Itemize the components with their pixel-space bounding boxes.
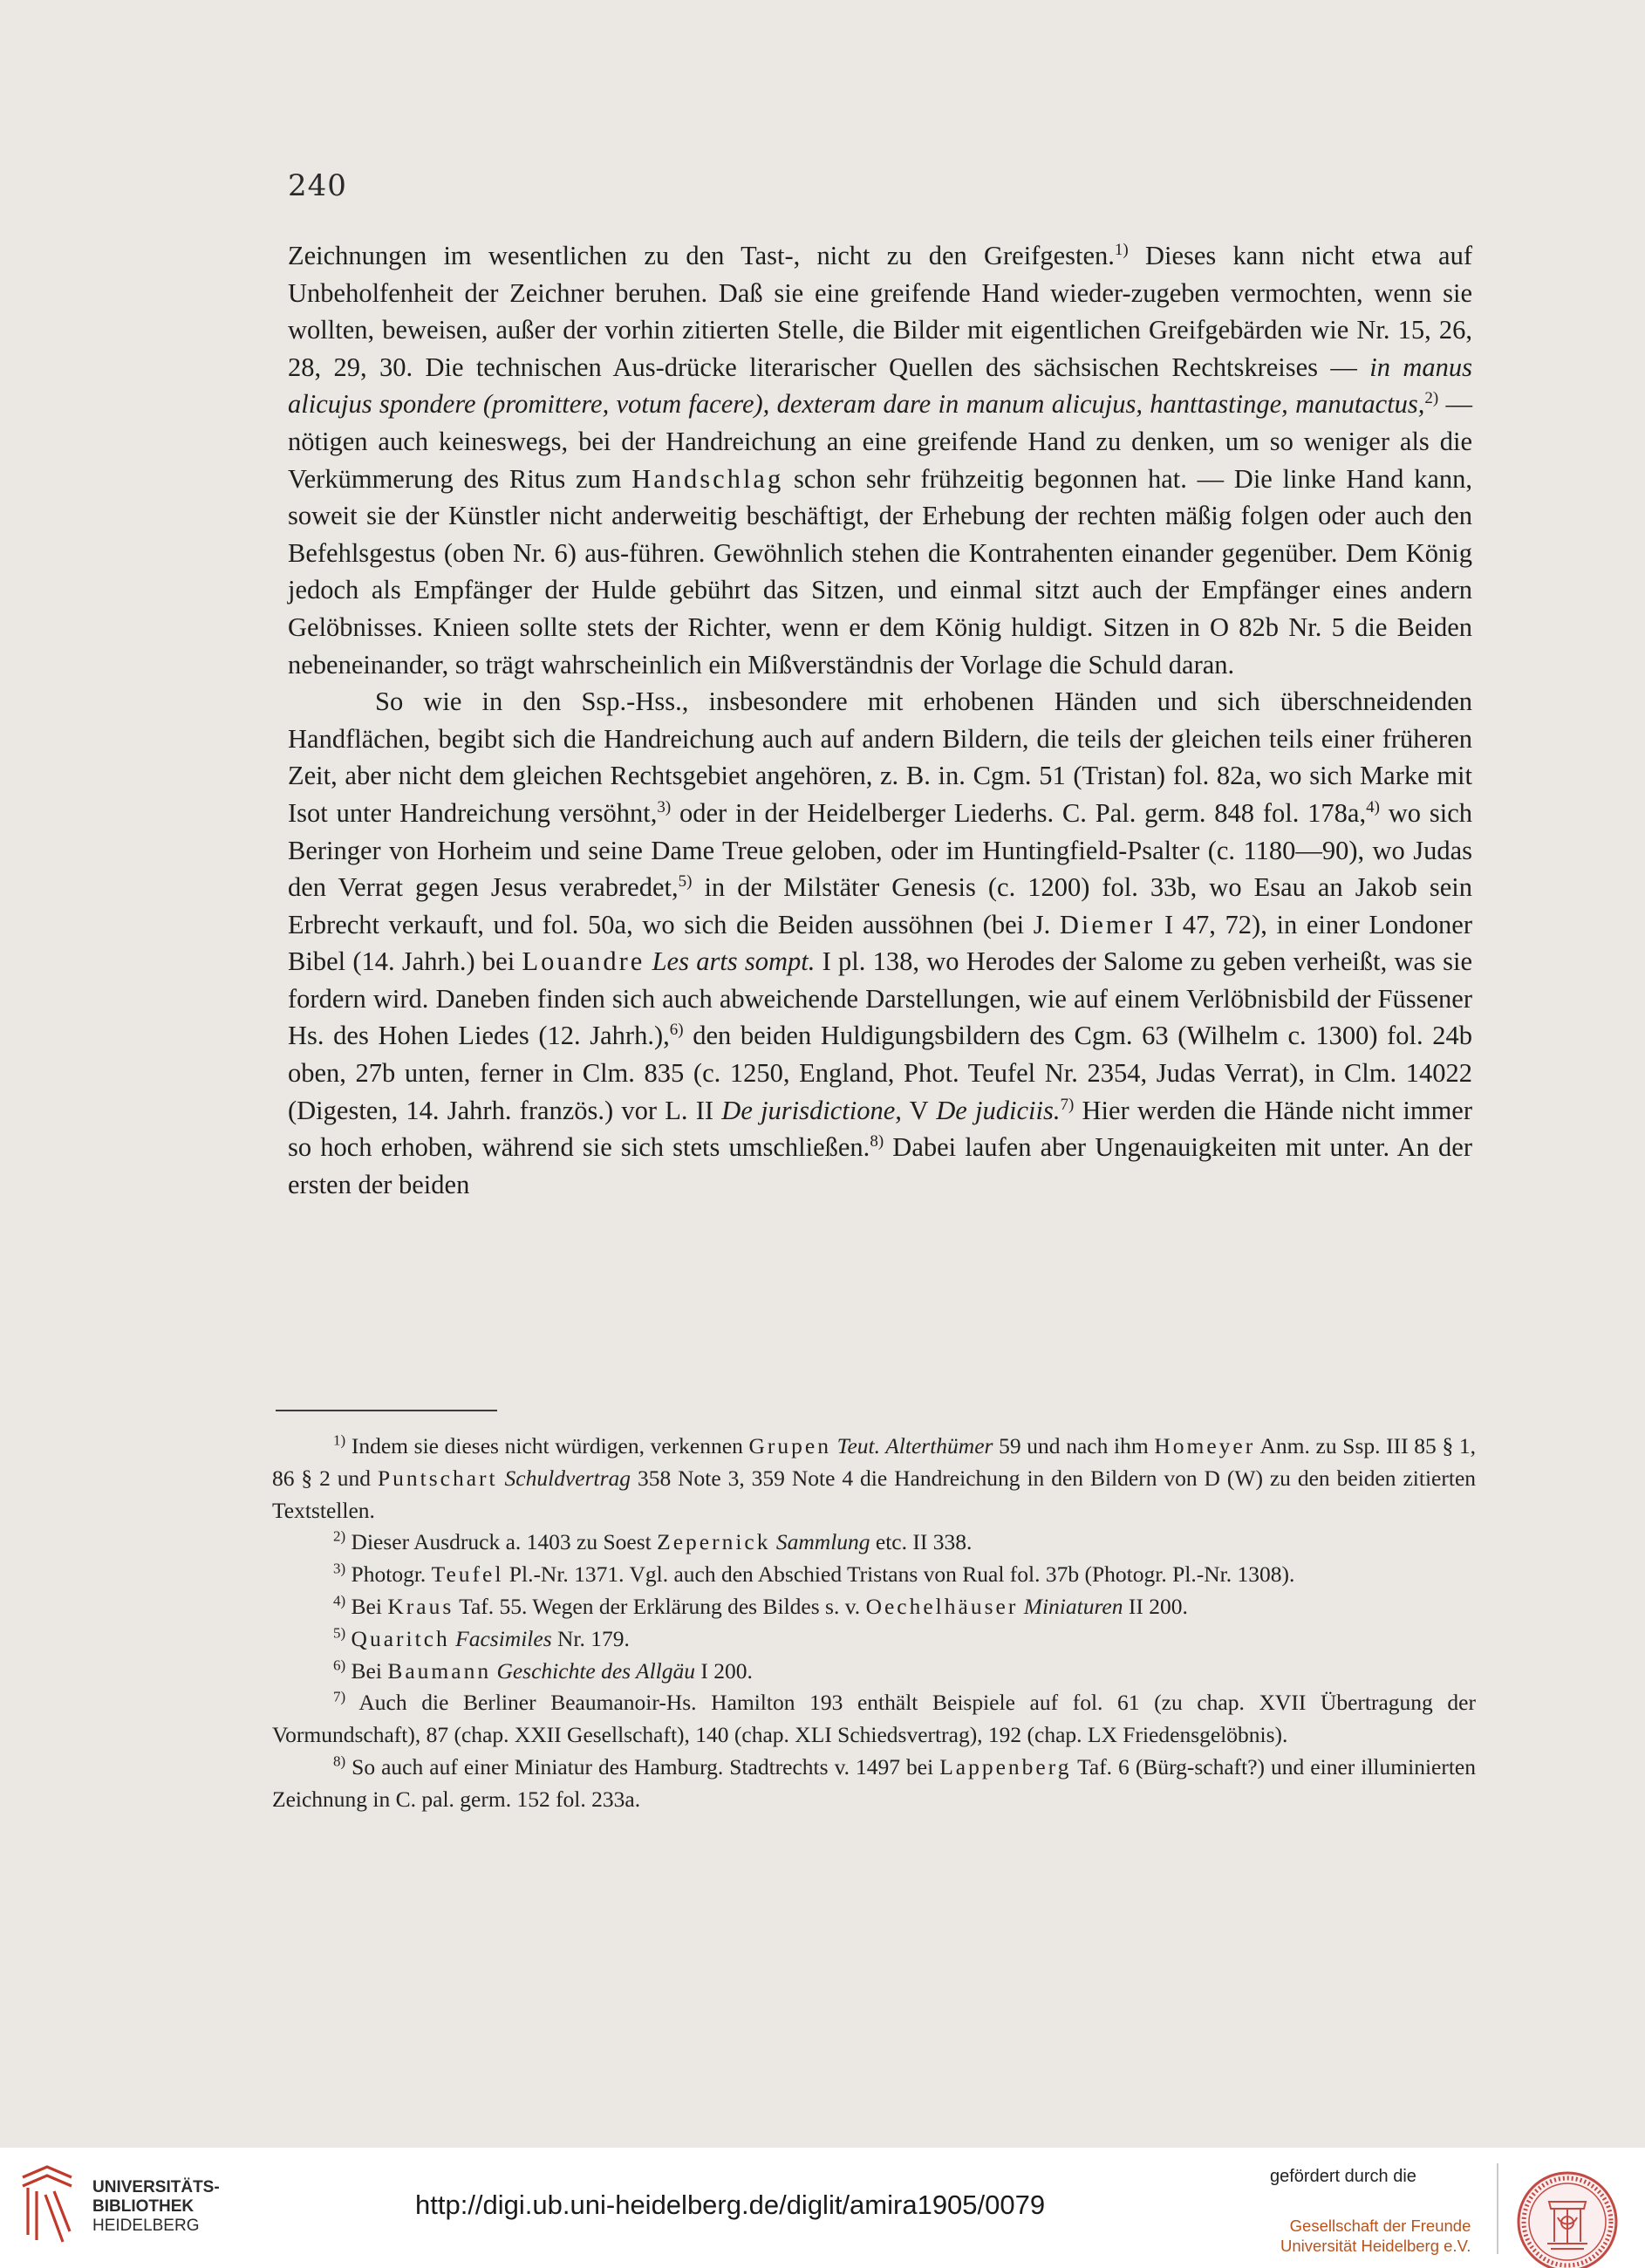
paragraph-1 — [288, 237, 1472, 683]
footnote-number — [272, 1626, 345, 1651]
text-run: Bei — [345, 1657, 388, 1684]
sponsor-name[interactable] — [1280, 2216, 1471, 2256]
text-run: Nr. 179. — [551, 1625, 630, 1651]
spaced-name: Homeyer — [1154, 1433, 1256, 1458]
library-name-line-2: BIBLIOTHEK — [92, 2197, 195, 2216]
text-run: wo sich Beringer von Horheim und seine Dame Treue geloben, oder im Huntingfield-Psalter (c. 1180—90), wo Judas den Verrat gegen Jesus verabredet, — [288, 797, 1472, 903]
spaced-name: Kraus — [387, 1593, 454, 1619]
text-run: oder in der Heidelberger Liederhs. C. Pal. germ. 848 fol. 178a, — [671, 797, 1367, 828]
text-run: schon sehr frühzeitig begonnen hat. — Die linke Hand kann, soweit sie der Künstler nicht anderweitig beschäftigt, der Erhebung der rechten mäßig folgen oder auch den Befehlsgestus (oben Nr. 6) aus-führen. Gewöhnlich stehen die Kontrahenten einander gegenüber. Dem König jedoch als Empfänger der Hulde gebührt das Sitzen, und einmal sitzt auch der Empfänger eines andern Gelöbnisses. Knieen sollte stets der Richter, wenn er dem König huldigt. Sitzen in O 82b Nr. 5 die Beiden nebeneinander, so trägt wahrscheinlich ein Mißverständnis der Vorlage die Schuld daran. — [288, 463, 1472, 680]
page-number: 240 — [288, 168, 347, 203]
sponsor-name-line-2: Universität Heidelberg e.V. — [1280, 2237, 1471, 2255]
footnote-number — [272, 1754, 345, 1780]
spaced-name: Louandre — [522, 946, 645, 977]
footnote-number — [272, 1433, 345, 1458]
italic-title: Miniaturen — [1023, 1593, 1123, 1619]
footnote-reference: 1) — [1114, 240, 1129, 259]
text-run: I 200. — [695, 1657, 753, 1684]
footnote-number — [272, 1658, 345, 1684]
footnote-reference: 3) — [657, 797, 672, 816]
footnote — [272, 1656, 1476, 1688]
text-run: den beiden Huldigungsbildern des Cgm. 63 (Wilhelm c. 1300) fol. 24b oben, 27b unten, ferner in Clm. 835 (c. 1250, England, Phot. Teufel Nr. 2354, Judas Verrat), in Clm. 14022 (Digesten, 14. Jahrh. französ.) vor L. II — [288, 1021, 1473, 1125]
footnote-reference: 4) — [1366, 797, 1380, 816]
footer-bar — [0, 2148, 1645, 2268]
footnote-number — [272, 1529, 345, 1554]
footer-divider — [1497, 2163, 1498, 2254]
footnote — [272, 1752, 1476, 1816]
university-seal-icon[interactable] — [1514, 2169, 1621, 2268]
footnote-separator — [276, 1410, 497, 1411]
italic-title: Sammlung — [775, 1529, 870, 1555]
spaced-name: Lappenberg — [939, 1753, 1072, 1780]
footnote-label: 7) — [333, 1688, 346, 1705]
footnotes — [272, 1431, 1476, 1816]
footnote-number — [272, 1690, 345, 1715]
footnote-label: 5) — [333, 1624, 346, 1642]
footnote-label: 8) — [333, 1752, 346, 1770]
italic-title: De jurisdictione, — [721, 1095, 902, 1125]
italic-title: Teut. Alterthümer — [836, 1433, 993, 1458]
text-run: 358 Note 3, 359 Note 4 die Handreichung in den Bildern von D (W) zu den beiden zitierten Textstellen. — [272, 1465, 1477, 1523]
text-run: Bei — [345, 1593, 388, 1619]
text-run: V — [901, 1095, 937, 1125]
spaced-name: Handschlag — [631, 463, 784, 494]
footnote — [272, 1559, 1476, 1591]
sponsor-label: gefördert durch die — [1270, 2167, 1416, 2186]
spaced-name: Teufel — [431, 1561, 504, 1588]
text-run: Dabei laufen aber Ungenauigkeiten mit unter. An der ersten der beiden — [288, 1132, 1472, 1199]
sponsor-name-line-1: Gesellschaft der Freunde — [1289, 2217, 1471, 2235]
spaced-name: Puntschart — [377, 1465, 498, 1491]
text-run: Pl.-Nr. 1371. Vgl. auch den Abschied Tristans von Rual fol. 37b (Photogr. Pl.-Nr. 1308). — [503, 1561, 1295, 1588]
footnote-number — [272, 1594, 345, 1619]
library-name-line-3: HEIDELBERG — [92, 2217, 200, 2235]
footnote — [272, 1591, 1476, 1623]
text-run — [831, 1433, 837, 1458]
spaced-name: Grupen — [748, 1433, 831, 1458]
text-run: I pl. 138, wo Herodes der Salome zu geben verheißt, was sie fordern wird. Daneben finden sich auch abweichende Darstellungen, wie auf einem Verlöbnisbild der Füssener Hs. des Hohen Liedes (12. Jahrh.), — [288, 946, 1473, 1051]
paragraph-2 — [288, 683, 1472, 1203]
italic-title: De judiciis. — [936, 1095, 1061, 1125]
text-run — [498, 1465, 505, 1491]
text-run: Hier werden die Hände nicht immer so hoch erhoben, während sie sich stets umschließen. — [288, 1095, 1473, 1163]
text-run: II 200. — [1123, 1593, 1188, 1619]
footnote — [272, 1431, 1476, 1527]
footnote — [272, 1527, 1476, 1559]
spaced-name: Diemer — [1059, 909, 1156, 939]
spaced-name: Zepernick — [657, 1529, 771, 1555]
spaced-name: Oechelhäuser — [865, 1593, 1019, 1619]
footnote-reference: 5) — [678, 871, 693, 891]
permalink-url[interactable]: http://digi.ub.uni-heidelberg.de/diglit/amira1905/0079 — [415, 2189, 1046, 2220]
ub-heidelberg-logo-icon[interactable] — [17, 2162, 80, 2247]
library-name[interactable] — [92, 2178, 220, 2236]
body-text — [288, 237, 1472, 1203]
italic-title: Les arts sompt. — [652, 946, 816, 977]
footnote-label: 2) — [333, 1527, 346, 1545]
text-run: 59 und nach ihm — [993, 1433, 1155, 1458]
text-run: Auch die Berliner Beaumanoir-Hs. Hamilton 193 enthält Beispiele auf fol. 61 (zu chap. XVII Übertragung der Vormundschaft), 87 (chap. XXII Gesellschaft), 140 (chap. XLI Schiedsvertrag), 192 (chap. LX Friedensgelöbnis). — [272, 1690, 1476, 1748]
italic-title: Facsimiles — [455, 1625, 552, 1651]
text-run: Photogr. — [345, 1561, 432, 1588]
spaced-name: Baumann — [387, 1657, 492, 1684]
footnote — [272, 1687, 1476, 1752]
text-run: — nötigen auch keineswegs, bei der Handreichung an eine greifende Hand zu denken, um so weniger als die Verkümmerung des Ritus zum — [288, 389, 1472, 494]
text-run: Taf. 55. Wegen der Erklärung des Bildes s. v. — [454, 1593, 866, 1619]
text-run — [645, 946, 652, 976]
text-run: Taf. 6 (Bürg-schaft?) und einer illuminierten Zeichnung in C. pal. germ. 152 fol. 233a. — [272, 1753, 1476, 1812]
text-run: Indem sie dieses nicht würdigen, verkennen — [345, 1433, 749, 1458]
footnote — [272, 1623, 1476, 1656]
text-run: Anm. zu Ssp. III 85 § 1, 86 § 2 und — [272, 1433, 1477, 1491]
text-run: So auch auf einer Miniatur des Hamburg. Stadtrechts v. 1497 bei — [345, 1753, 940, 1780]
footnote-label: 6) — [333, 1657, 346, 1674]
library-name-line-1: UNIVERSITÄTS- — [92, 2178, 220, 2196]
footnote-reference: 7) — [1060, 1095, 1075, 1114]
text-run: etc. II 338. — [870, 1529, 973, 1555]
footnote-label: 1) — [333, 1431, 346, 1449]
text-run: So wie in den Ssp.-Hss., insbesondere mit erhobenen Händen und sich überschneidenden Handflächen, begibt sich die Handreichung auch auf andern Bildern, die teils der gleichen teils einer früheren Zeit, aber nicht dem gleichen Rechtsgebiet angehören, z. B. in. Cgm. 51 (Tristan) fol. 82a, wo sich Marke mit Isot unter Handreichung versöhnt, — [288, 687, 1472, 828]
spaced-name: Quaritch — [351, 1625, 450, 1651]
text-run: Zeichnungen im wesentlichen zu den Tast-, nicht zu den Greifgesten. — [288, 241, 1115, 270]
footnote-reference: 2) — [1424, 389, 1439, 408]
text-run: Dieser Ausdruck a. 1403 zu Soest — [345, 1529, 658, 1555]
footnote-label: 4) — [333, 1592, 346, 1609]
text-run: Dieses kann nicht etwa auf Unbeholfenheit der Zeichner beruhen. Daß sie eine greifende Hand wieder-zugeben vermochten, wenn sie wollten, beweisen, außer der vorhin zitierten Stelle, die Bilder mit eigentlichen Greifgebärden wie Nr. 15, 26, 28, 29, 30. Die technischen Aus-drücke literarischer Quellen des sächsischen Rechtskreises — — [288, 241, 1472, 382]
footnote-reference: 8) — [870, 1132, 884, 1151]
italic-title: in manus alicujus spondere (promittere, votum facere), dexteram dare in manum alicujus, hanttastinge, manutactus, — [288, 352, 1472, 420]
footnote-reference: 6) — [669, 1021, 684, 1040]
text-run: in der Milstäter Genesis (c. 1200) fol. 33b, wo Esau an Jakob sein Erbrecht verkauft, und fol. 50a, wo sich die Beiden aussöhnen (bei J. — [288, 872, 1473, 939]
footnote-label: 3) — [333, 1560, 346, 1577]
italic-title: Geschichte des Allgäu — [496, 1657, 696, 1684]
italic-title: Schuldvertrag — [504, 1465, 631, 1491]
footnote-number — [272, 1561, 345, 1587]
text-run: I 47, 72), in einer Londoner Bibel (14. Jahrh.) bei — [288, 909, 1472, 977]
